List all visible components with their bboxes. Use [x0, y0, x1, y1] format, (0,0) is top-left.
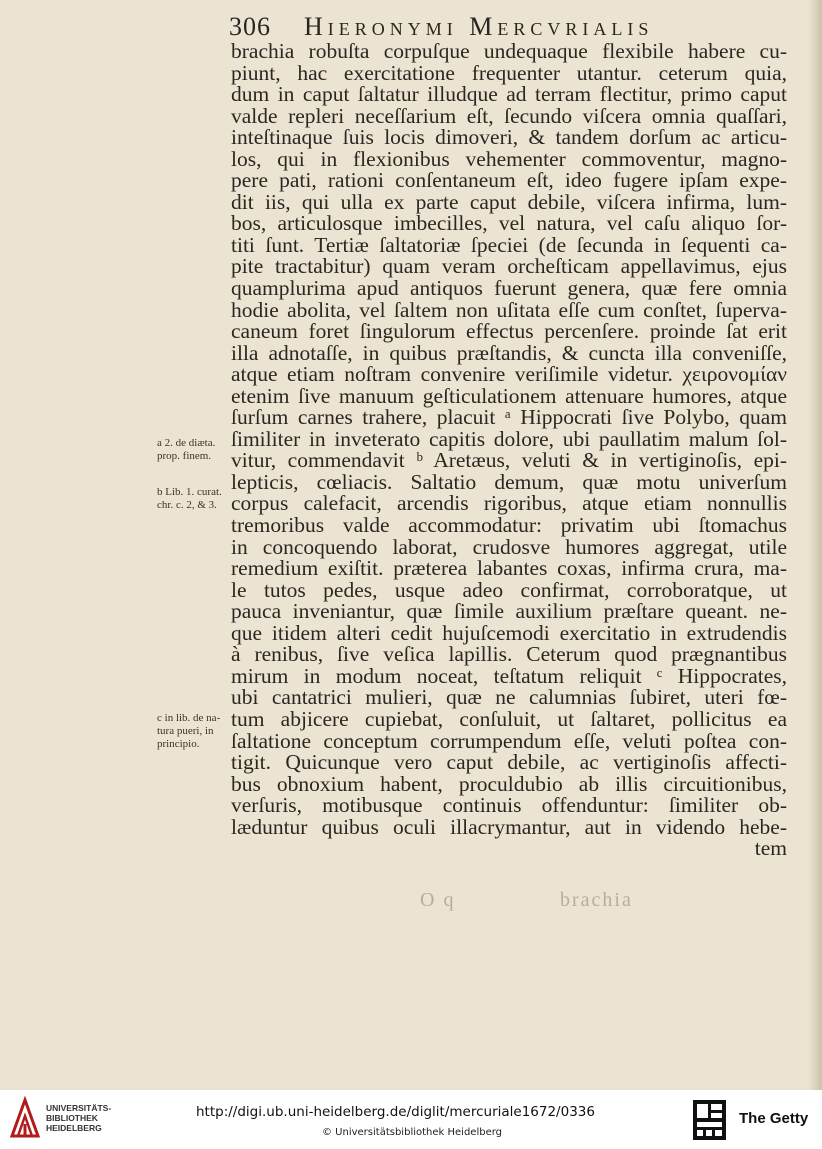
text-line: inteſtinaque ſuis locis dimoveri, & tandem dorſum ac articu-: [231, 125, 787, 150]
margin-note-a: [157, 437, 243, 463]
body-text: [231, 41, 787, 860]
bleed-through-text: O q: [420, 889, 456, 911]
text-line: caneum foret ſingulorum effectus percenſere. proinde ſat erit: [231, 319, 787, 344]
text-line: ſimiliter in inveterato capitis dolore, ubi paullatim malum ſol-: [231, 426, 787, 451]
margin-note-line: chr. c. 2, & 3.: [157, 499, 217, 511]
text-line: etenim ſive manuum geſticulationem attenuare humores, atque: [231, 383, 787, 408]
text-line: remedium exiſtit. præterea labantes coxas, infirma crura, ma-: [231, 556, 787, 581]
text-line: verſuris, motibusque continuis offenduntur: ſimiliter ob-: [231, 793, 787, 818]
permalink-url[interactable]: http://digi.ub.uni-heidelberg.de/diglit/mercuriale1672/0336: [196, 1104, 595, 1120]
viewer-footer: [0, 1090, 822, 1149]
text-line: piunt, hac exercitatione frequenter utantur. ceterum quia,: [231, 60, 787, 85]
text-line: bus obnoxium habent, proculdubio ab illis circuitionibus,: [231, 771, 787, 796]
library-name-line: UNIVERSITÄTS-: [46, 1103, 112, 1113]
text-line: dum in caput ſaltatur illudque ad terram flectitur, primo caput: [231, 82, 787, 107]
margin-note-line: prop. finem.: [157, 450, 212, 462]
catchword: tem: [754, 836, 787, 861]
text-line: tum abjicere cupiebat, conſuluit, ut ſaltaret, pollicitus ea: [231, 706, 787, 731]
text-line: pite tractabitur) quam veram orcheſticam appellavimus, ejus: [231, 254, 787, 279]
text-line: los, qui in flexionibus vehementer commoventur, magno-: [231, 146, 787, 171]
text-line: brachia robuſta corpuſque undequaque flexibile habere cu-: [231, 39, 787, 63]
text-line: bos, articulosque imbecilles, vel natura, vel caſu aliquo ſor-: [231, 211, 787, 236]
text-line: ſurſum carnes trahere, placuit ᵃ Hippocrati ſive Polybo, quam: [231, 405, 787, 430]
margin-note-b: [157, 486, 243, 512]
partner-name: The Getty: [739, 1110, 809, 1127]
text-line: ubi cantatrici mulieri, quæ ne calumnias ſubiret, uteri fœ-: [231, 685, 787, 710]
library-name: [46, 1103, 111, 1133]
text-line: atque etiam noſtram convenire veriſimile videtur. χειρονομίαν: [231, 362, 787, 387]
text-line: in concoquendo laborat, crudosve humores aggregat, utile: [231, 534, 787, 559]
margin-note-line: c in lib. de na-: [157, 712, 221, 724]
text-line: tigit. Quicunque vero caput debile, ac vertiginoſis affecti-: [231, 750, 787, 775]
text-line: illa adnotaſſe, in quibus præſtandis, & cuncta illa conveniſſe,: [231, 340, 787, 365]
margin-note-line: b Lib. 1. curat.: [157, 486, 222, 498]
library-name-line: BIBLIOTHEK: [46, 1113, 98, 1123]
text-line: pauca inveniantur, quæ ſimile auxilium præſtare queant. ne-: [231, 599, 787, 624]
text-line: corpus calefacit, arcendis rigoribus, atque etiam nonnullis: [231, 491, 787, 516]
text-line: quamplurima apud antiquos fuerunt genera, quæ fere omnia: [231, 276, 787, 301]
copyright-notice: © Universitätsbibliothek Heidelberg: [322, 1127, 503, 1138]
margin-note-line: a 2. de diæta.: [157, 437, 216, 449]
margin-note-c: [157, 712, 243, 751]
margin-note-line: principio.: [157, 738, 200, 750]
text-line: læduntur quibus oculi illacrymantur, aut in videndo hebe-: [231, 814, 787, 839]
bleed-through-text: brachia: [560, 889, 633, 911]
page-number: 306: [229, 12, 271, 41]
university-library-logo-icon: [8, 1096, 42, 1140]
text-line: dit iis, qui ulla ex parte caput debile, viſcera infirma, lum-: [231, 189, 787, 214]
text-line: le tutos pedes, usque adeo confirmat, corroboratque, ut: [231, 577, 787, 602]
text-line: à renibus, ſive veſica lapillis. Ceterum quod prægnantibus: [231, 642, 787, 667]
text-line: vitur, commendavit ᵇ Aretæus, veluti & in vertiginoſis, epi-: [231, 448, 787, 473]
text-line: ſaltatione conceptum corrumpendum eſſe, veluti poſtea con-: [231, 728, 787, 753]
margin-note-line: tura pueri, in: [157, 725, 214, 737]
text-line: pere pati, rationi conſentaneum eſt, ideo fugere ipſam expe-: [231, 168, 787, 193]
library-name-line: HEIDELBERG: [46, 1123, 102, 1133]
running-title: Hieronymi Mercvrialis: [304, 12, 654, 41]
getty-logo-icon: [693, 1100, 726, 1140]
text-line: que itidem alteri cedit hujuſcemodi exercitatio in extrudendis: [231, 620, 787, 645]
text-line: lepticis, cœliacis. Saltatio demum, quæ motu univerſum: [231, 469, 787, 494]
text-line: titi ſunt. Tertiæ ſaltatoriæ ſpeciei (de ſecunda in ſequenti ca-: [231, 232, 787, 257]
text-line: valde repleri neceſſarium eſt, ſecundo viſcera omnia quaſſari,: [231, 103, 787, 128]
text-line: mirum in modum noceat, teſtatum reliquit ᶜ Hippocrates,: [231, 663, 787, 688]
text-line: hodie abolita, vel ſaltem non uſitata eſſe cum conſtet, ſuperva-: [231, 297, 787, 322]
text-line: tremoribus valde accommodatur: privatim ubi ſtomachus: [231, 513, 787, 538]
